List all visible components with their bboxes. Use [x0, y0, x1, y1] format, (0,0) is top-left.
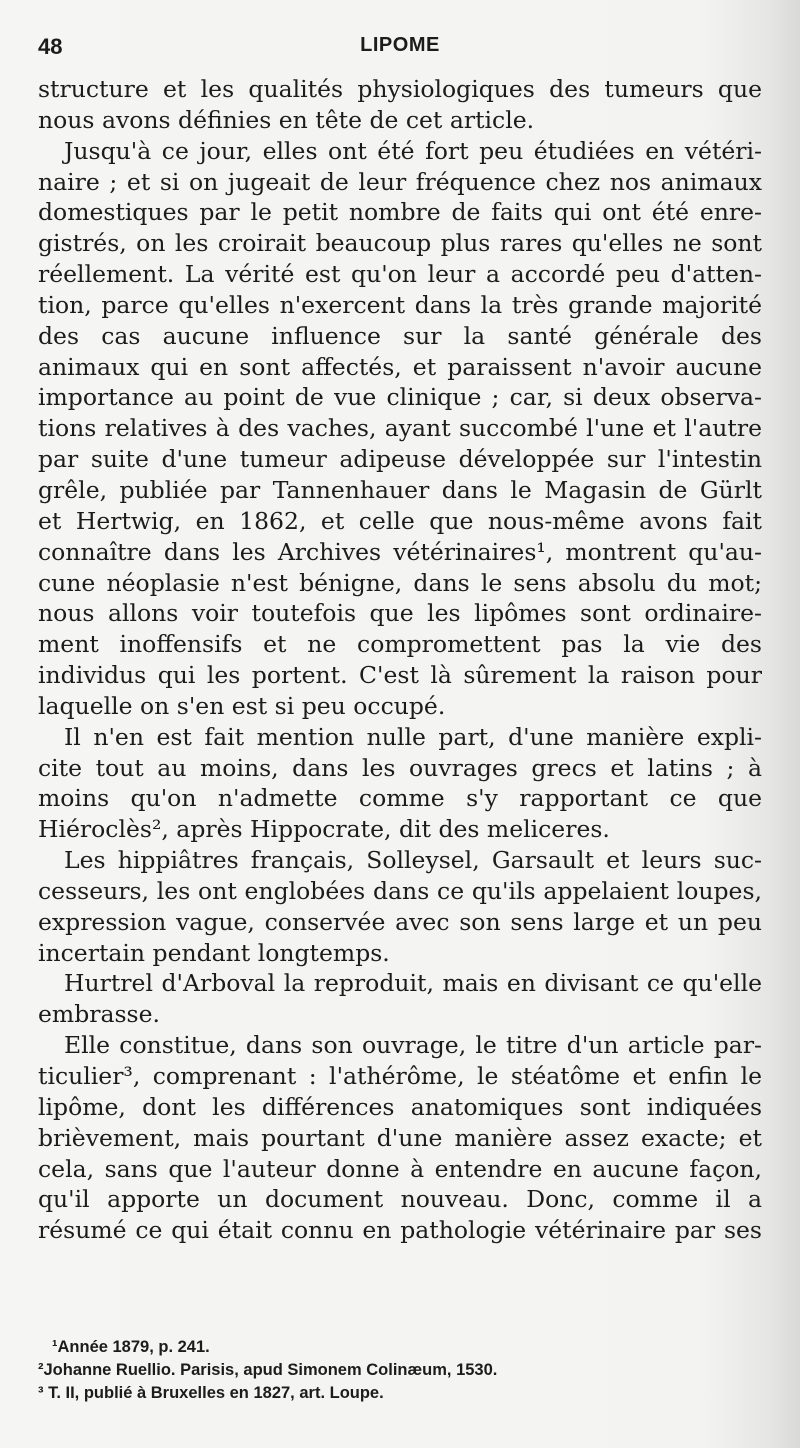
- text-line: gistrés, on les croirait beaucoup plus rares qu'elles ne sont: [38, 229, 762, 258]
- text-line: domestiques par le petit nombre de faits qui ont été enre-: [38, 198, 762, 227]
- text-line: Elle constitue, dans son ouvrage, le titre d'un article par-: [64, 1031, 762, 1060]
- footnote: ¹Année 1879, p. 241.: [52, 1338, 210, 1356]
- text-line: cite tout au moins, dans les ouvrages grecs et latins ; à: [38, 753, 762, 782]
- text-line: individus qui les portent. C'est là sûrement la raison pour: [38, 661, 762, 690]
- text-line: des cas aucune influence sur la santé générale des: [38, 321, 762, 350]
- page-number: 48: [38, 34, 63, 59]
- text-line: réellement. La vérité est qu'on leur a accordé peu d'atten-: [38, 260, 762, 289]
- text-line: naire ; et si on jugeait de leur fréquence chez nos animaux: [38, 167, 762, 196]
- text-line: cela, sans que l'auteur donne à entendre en aucune façon,: [38, 1154, 762, 1183]
- footnote: ²Johanne Ruellio. Parisis, apud Simonem Colinæum, 1530.: [38, 1361, 498, 1379]
- text-line: ment inoffensifs et ne compromettent pas la vie des: [38, 630, 762, 659]
- text-line: embrasse.: [38, 1000, 160, 1029]
- footnotes: [38, 1336, 762, 1405]
- text-line: moins qu'on n'admette comme s'y rapportant ce que: [38, 784, 762, 813]
- text-line: connaître dans les Archives vétérinaires¹, montrent qu'au-: [38, 537, 762, 566]
- text-line: cune néoplasie n'est bénigne, dans le sens absolu du mot;: [38, 568, 762, 597]
- page-header: [38, 34, 762, 64]
- text-line: qu'il apporte un document nouveau. Donc, comme il a: [38, 1185, 762, 1214]
- text-line: tion, parce qu'elles n'exercent dans la très grande majorité: [38, 290, 762, 319]
- footnote: ³ T. II, publié à Bruxelles en 1827, art. Loupe.: [38, 1384, 384, 1402]
- text-line: lipôme, dont les différences anatomiques sont indiquées: [38, 1092, 762, 1121]
- text-line: nous avons définies en tête de cet article.: [38, 105, 535, 134]
- text-line: Jusqu'à ce jour, elles ont été fort peu étudiées en vétéri-: [64, 136, 762, 165]
- text-line: par suite d'une tumeur adipeuse développée sur l'intestin: [38, 445, 762, 474]
- text-line: cesseurs, les ont englobées dans ce qu'ils appelaient loupes,: [38, 876, 762, 905]
- text-line: laquelle on s'en est si peu occupé.: [38, 691, 446, 720]
- text-line: importance au point de vue clinique ; car, si deux observa-: [38, 383, 762, 412]
- body-text: [38, 74, 762, 1246]
- text-line: et Hertwig, en 1862, et celle que nous-même avons fait: [38, 506, 762, 535]
- text-line: Les hippiâtres français, Solleysel, Garsault et leurs suc-: [64, 846, 762, 875]
- text-line: nous allons voir toutefois que les lipômes sont ordinaire-: [38, 599, 762, 628]
- text-line: brièvement, mais pourtant d'une manière assez exacte; et: [38, 1123, 762, 1152]
- text-line: ticulier³, comprenant : l'athérôme, le stéatôme et enfin le: [38, 1062, 762, 1090]
- running-head: LIPOME: [360, 34, 440, 56]
- text-line: expression vague, conservée avec son sens large et un peu: [38, 907, 762, 936]
- text-line: structure et les qualités physiologiques des tumeurs que: [38, 75, 762, 103]
- text-line: animaux qui en sont affectés, et paraissent n'avoir aucune: [38, 352, 762, 381]
- text-line: Hurtrel d'Arboval la reproduit, mais en divisant ce qu'elle: [64, 969, 762, 998]
- text-line: grêle, publiée par Tannenhauer dans le Magasin de Gürlt: [38, 475, 762, 504]
- text-line: Il n'en est fait mention nulle part, d'une manière expli-: [64, 722, 762, 751]
- text-line: résumé ce qui était connu en pathologie vétérinaire par ses: [38, 1216, 762, 1245]
- text-line: incertain pendant longtemps.: [38, 938, 390, 967]
- text-line: tions relatives à des vaches, ayant succombé l'une et l'autre: [38, 414, 762, 443]
- text-line: Hiéroclès², après Hippocrate, dit des meliceres.: [38, 815, 610, 844]
